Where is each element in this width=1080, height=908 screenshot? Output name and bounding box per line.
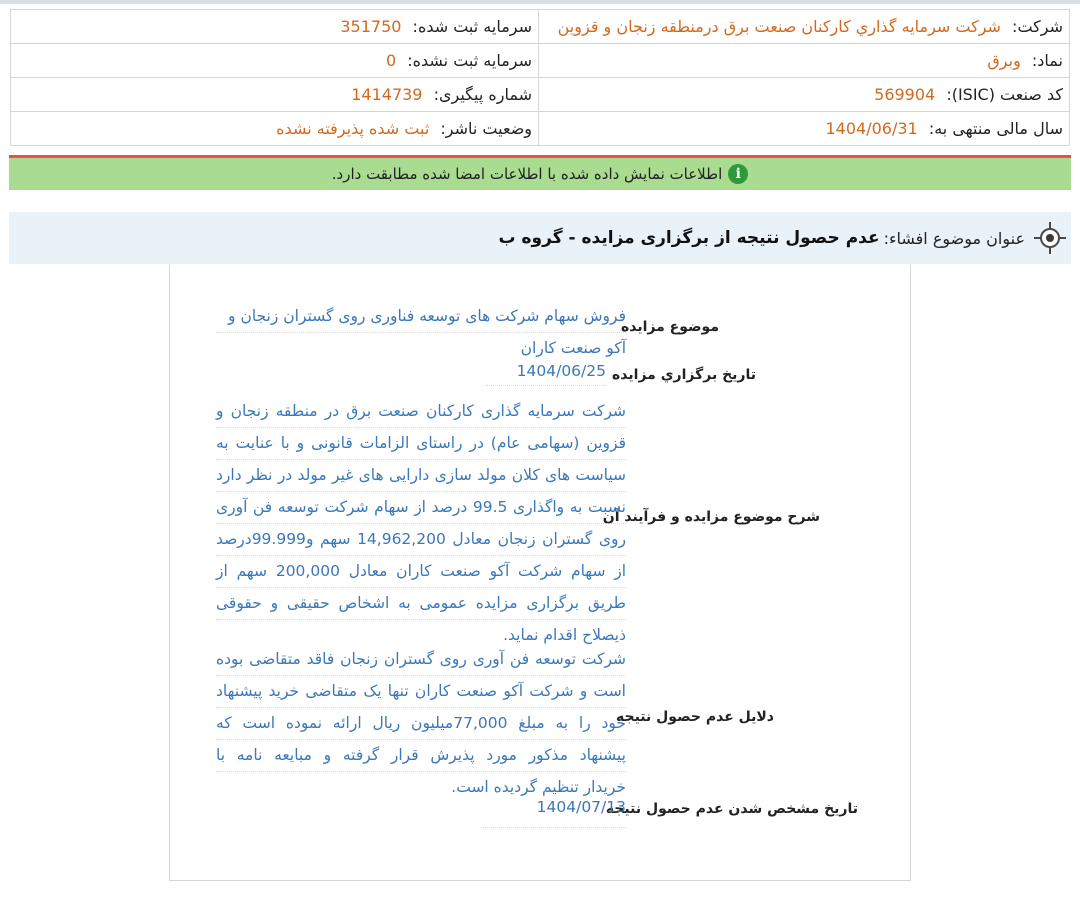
isic-cell <box>539 78 1070 112</box>
text-line: شرکت توسعه فن آوری روی گستران زنجان فاقد متقاضی بوده <box>216 644 626 676</box>
symbol-label: نماد: <box>1031 51 1063 70</box>
reasons-value <box>216 644 626 803</box>
topic-label: موضوع مزایده <box>621 319 719 335</box>
isic-value: 569904 <box>874 85 936 104</box>
tracking-value: 1414739 <box>351 85 423 104</box>
unreg-capital-value: 0 <box>385 51 397 70</box>
unreg-capital-label: سرمایه ثبت نشده: <box>407 51 532 70</box>
publisher-status-value: ثبت شده پذیرفته نشده <box>276 119 430 138</box>
text-line: فروش سهام شرکت های توسعه فناوری روی گستران زنجان و <box>216 301 626 333</box>
alert-text: اطلاعات نمایش داده شده با اطلاعات امضا شده مطابقت دارد. <box>331 165 723 183</box>
fiscal-value: 1404/06/31 <box>825 119 918 138</box>
text-line: روی گستران زنجان معادل 14,962,200 سهم و99.999درصد <box>216 524 626 556</box>
text-line: ذیصلاح اقدام نماید. <box>503 626 626 644</box>
auction-date-label: تاریخ برگزاري مزایده <box>612 367 756 383</box>
auction-date-value <box>486 357 606 386</box>
top-border <box>0 0 1080 4</box>
tracking-label: شماره پیگیری: <box>433 85 532 104</box>
isic-label: کد صنعت (ISIC): <box>946 85 1063 104</box>
info-icon: i <box>728 164 748 184</box>
text-line: خریدار تنظیم گردیده است. <box>451 778 626 796</box>
text-line: نسبت به واگذاری 99.5 درصد از سهام شرکت توسعه فن آوری <box>216 492 626 524</box>
company-label: شرکت: <box>1012 17 1063 36</box>
symbol-cell <box>539 44 1070 78</box>
tracking-cell <box>11 78 539 112</box>
text-line: طریق برگزاری مزایده عمومی به اشخاص حقیقی و حقوقی <box>216 588 626 620</box>
topic-value <box>216 301 626 364</box>
text-line: سیاست های کلان مولد سازی دارایی های غیر مولد در نظر دارد <box>216 460 626 492</box>
reg-capital-value: 351750 <box>340 17 402 36</box>
symbol-value[interactable]: وبرق <box>987 51 1021 70</box>
text-line: قزوین (سهامی عام) در راستای الزامات قانونی و با عنایت به <box>216 428 626 460</box>
text-line: آکو صنعت کاران <box>520 339 626 357</box>
reg-capital-label: سرمایه ثبت شده: <box>412 17 532 36</box>
description-value <box>216 396 626 651</box>
text-line: از سهام شرکت آکو صنعت کاران معادل 200,000 سهم از <box>216 556 626 588</box>
table-row <box>11 44 1070 78</box>
verification-alert <box>9 155 1071 190</box>
text-line: است و شرکت آکو صنعت کاران تنها یک متقاضی خرید پیشنهاد <box>216 676 626 708</box>
unreg-capital-cell <box>11 44 539 78</box>
result-date-label: تاریخ مشخص شدن عدم حصول نتیجه <box>605 801 858 817</box>
subject-title: عدم حصول نتیجه از برگزاری مزایده - گروه ب <box>498 228 880 248</box>
text-line: شرکت سرمایه گذاری کارکنان صنعت برق در منطقه زنجان و <box>216 396 626 428</box>
table-row <box>11 10 1070 44</box>
publisher-status-cell <box>11 112 539 146</box>
table-row <box>11 78 1070 112</box>
description-label: شرح موضوع مزایده و فرآیند آن <box>602 509 820 525</box>
text-line: خود را به مبلغ 77,000میلیون ریال ارائه نموده است که <box>216 708 626 740</box>
company-value: شرکت سرمایه گذاري کارکنان صنعت برق درمنطقه زنجان و قزوین <box>557 17 1001 36</box>
publisher-status-label: وضعیت ناشر: <box>440 119 532 138</box>
disclosure-subject-bar <box>9 212 1071 264</box>
target-icon <box>1033 221 1067 255</box>
reg-capital-cell <box>11 10 539 44</box>
table-row <box>11 112 1070 146</box>
company-cell <box>539 10 1070 44</box>
subject-label: عنوان موضوع افشاء: <box>883 228 1025 248</box>
text-line: پیشنهاد مذکور مورد پذیرش قرار گرفته و مبایعه نامه با <box>216 740 626 772</box>
result-date-value <box>481 795 626 828</box>
fiscal-cell <box>539 112 1070 146</box>
fiscal-label: سال مالی منتهی به: <box>928 119 1063 138</box>
date-text: 1404/06/25 <box>486 357 606 386</box>
company-info-table <box>10 9 1070 146</box>
date-text: 1404/07/13 <box>481 795 626 828</box>
auction-details-panel <box>169 265 911 881</box>
reasons-label: دلایل عدم حصول نتیجه <box>616 709 774 725</box>
